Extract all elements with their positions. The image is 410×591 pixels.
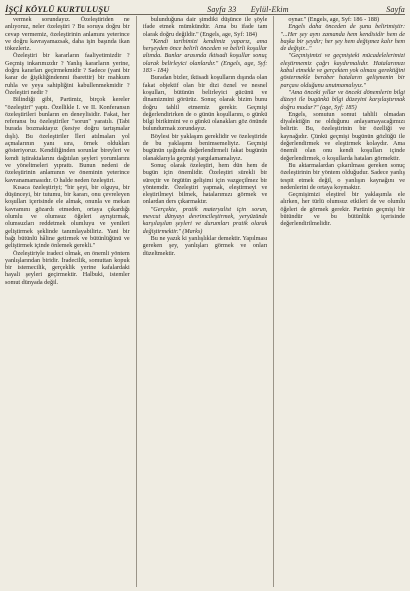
column-right	[280, 16, 405, 587]
paragraph: Böylesi bir yaklaşım gereklidir ve özeleştiride de bu yaklaşımı benimsemeliyiz. Geçmişi bugünün ışığında değerlendirmeli fakat bugünün olanaklarıyla geçmişi yargılamamalıyız.	[142, 132, 268, 162]
column-middle	[143, 16, 268, 587]
paragraph: vermek sorundayız. Özeleştiriden ne anlıyoruz, neler özeleştiri ? Bu soruya doğru bir cevap vermemiz, özeleştirinin anlamını yeterince ve doğru kavrayamazsak, daha işin başında ikan tökezleriz.	[5, 16, 130, 53]
page-header	[5, 2, 405, 15]
column-divider	[136, 16, 137, 587]
paragraph: Özeleştiri bir kararların faaliyetimizdir ? Geçmiş inkarımızdır ? Yanlış kararların yerine, doğru kararları geçirmekmidir ? Sadece (yani bir karar de ğişikliğindenmi ibarettir) bir mahkum ruhla ve yeya sahipliğini kabullenmekmidir ? Özeleştiri nedir ?	[5, 52, 130, 96]
paragraph: Özeleştiriyle iradeci olmak, en önemli yöntem yanlışlarından biridir. İradecilik, somuttan kopuk bir istemecilik, gerçeklik yerine kafalardaki hayali şeyleri geçirmektir. Halbuki, istemler somut dünyada değil.	[5, 249, 130, 286]
page-number: Sayfa 33	[207, 5, 237, 14]
page-label-right: Sayfa	[386, 5, 405, 14]
column-divider	[273, 16, 274, 587]
paragraph: "Geçmişimizi ve geçmişteki mücadelelerimizi eleştirmemiz çağrı kaydırmalıdır. Hatalarımızı kabul etmekle ve gerçekten yok olması gerektiğini göstermekle beraber hataların gelişmenin bir parçası olduğunu unutmamalıyız."	[280, 52, 406, 89]
paragraph: Engels daha önceden de şunu belirtmiştir: "...Her şey aynı zamanda hem kendisidir hem de başka bir şeydir; her şey hem değişmez kalır hem de değişir..."	[280, 23, 406, 53]
paragraph: Buradan bizler, iktisadi koşulların dışında olan fakat objektif olan bir dizi öznel ve nesnel koşulları, bütünün belirleyici gücünü ve dinamizmini görürüz. Sonuç olarak bizim bunu doğru tahlil etmemiz gerekir. Geçmişi değerlendirirken de o günün koşullarını, o günkü bilgi birikimini ve o günkü olanakları göz önünde bulundurmak zorundayız.	[142, 74, 268, 133]
header-center	[110, 5, 387, 14]
paragraph: Sonuç olarak özeleştiri, hem dün hem de bugün için önemlidir. Özeleştiri sürekli bir süreçtir ve örgütün gelişimi için vazgeçilmez bir yöntemdir. Özeleştiri yapmak, eleştirmeyi ve eleştirilmeyi bilmek, hatalarımızı görmek ve onlardan ders çıkarmaktır.	[142, 161, 268, 206]
paragraph: Bu ne yazık ki yanlışlıklar demektir. Yapılması gereken şey, yanlışları görmek ve onları düzeltmektir.	[142, 234, 268, 257]
paragraph: bulunduğuna dair şimdiki düşünce ile şöyle ifade etmek mümkündür. Ama bu ifade tam olarak doğru değildir." (Engels, age, Syf: 184)	[142, 16, 268, 38]
publication-title: İŞÇİ KÖYLÜ KURTULUŞU	[5, 4, 110, 14]
paragraph: Kısaca özeleştiriyi; "bir şeyi, bir olguyu, bir düşünceyi, bir tutumu, bir kararı, onu çevreleyen koşulları içerisinde ele almak, onunla ve mekan kavramını gözardı etmeden, ortaya çıkardığı olumlu ve olumsuz öğeleri ayrıştırmak, olumsuzları reddetmek olumluyu ve yenileri geliştirmek şeklinde tanımlayabiliriz. Yani bir bağı bütünlü hâline getirmek ve bütünlüğünü ve geliştirmek içinde önlemek gerekli."	[5, 183, 130, 250]
paragraph: Bilindiği gibi, Partimiz, birçok kereler "özeleştiri" yaptı. Özellikle I. ve II. Konferansın özeleştirileri bunların en deneylisidir. Fakat, her referansı bu özeleştiriler "sorun" yaratılı. (Tabi burada bozmaktayız (kesiye doğru tartışmalar dışlı). Bu özeleştiriler İleri atılmaları yol açmalarının yanı sıra, örnek oldukları gösteriyoruz. Kendiliğinden sorunlar bireyleri ve kendi iştiraktalarını dağıtılan şeyleri yorumlarını ve yöneltmeleri yıprattı. Bunun nedeni de özeleştirinin anlamının ve öneminin yeterince kavranamamasıdır. O halde neden özeleştiri.	[5, 96, 130, 184]
paragraph: Engels, somutun somut tahlili olmadan diyalektiğin ne olduğunu anlayamayacağımızı belirtir. Bu, özeleştirinin bir özelliği ve kaynağıdır. Çünkü geçmişi bugünün gözlüğü ile değerlendirmek ve eleştirmek kolaydır. Ama önemli olan onu kendi koşulları içinde değerlendirmek, o koşullarda hataları görmektir.	[280, 110, 406, 162]
text-columns	[5, 16, 405, 587]
paragraph: "Gerçekte, pratik materyalist için sorun, mevcut dünyayı devrimcileştirmek, yeryüzünde karşılaşılan şeyleri ve durumları pratik olarak değiştirmektir." (Marks)	[142, 205, 268, 235]
issue-date: Eylül-Ekim	[250, 5, 289, 14]
column-left	[5, 16, 130, 587]
paragraph: "Ama önceki yıllar ve önceki dönemlerin bilgi düzeyi ile bugünkü bilgi düzeyini karşılaştırmak doğru mudur?" (age, Syf: 185)	[280, 88, 406, 111]
paragraph: Geçmişimizi eleştirel bir yaklaşımla ele alırken, her türlü olumsuz etkileri de ve olumlu öğeleri de görmek gerekir. Partinin geçmişi bir bütündür ve bu bütünlük içerisinde değerlendirilmelidir.	[280, 191, 406, 228]
paragraph: oynar." (Engels, age, Syf: 186 - 188)	[288, 16, 380, 23]
paragraph: "Kendi tarihimizi kendimiz yaparız, ama herşeyden önce belirli önceden ve belirli koşullar altında. Bunlar arasında iktisadi koşullar sonuç olarak belirleyici olanlardır." (Engels, age, Syf: 183 - 184)	[142, 37, 268, 75]
paragraph: Bu aktarmalardan çıkarılması gereken sonuç özeleştirinin bir yöntem olduğudur. Sadece yanlış tespit etmek değil, o yanlışın kaynağını ve nedenlerini de ortaya koymaktır.	[280, 161, 406, 191]
